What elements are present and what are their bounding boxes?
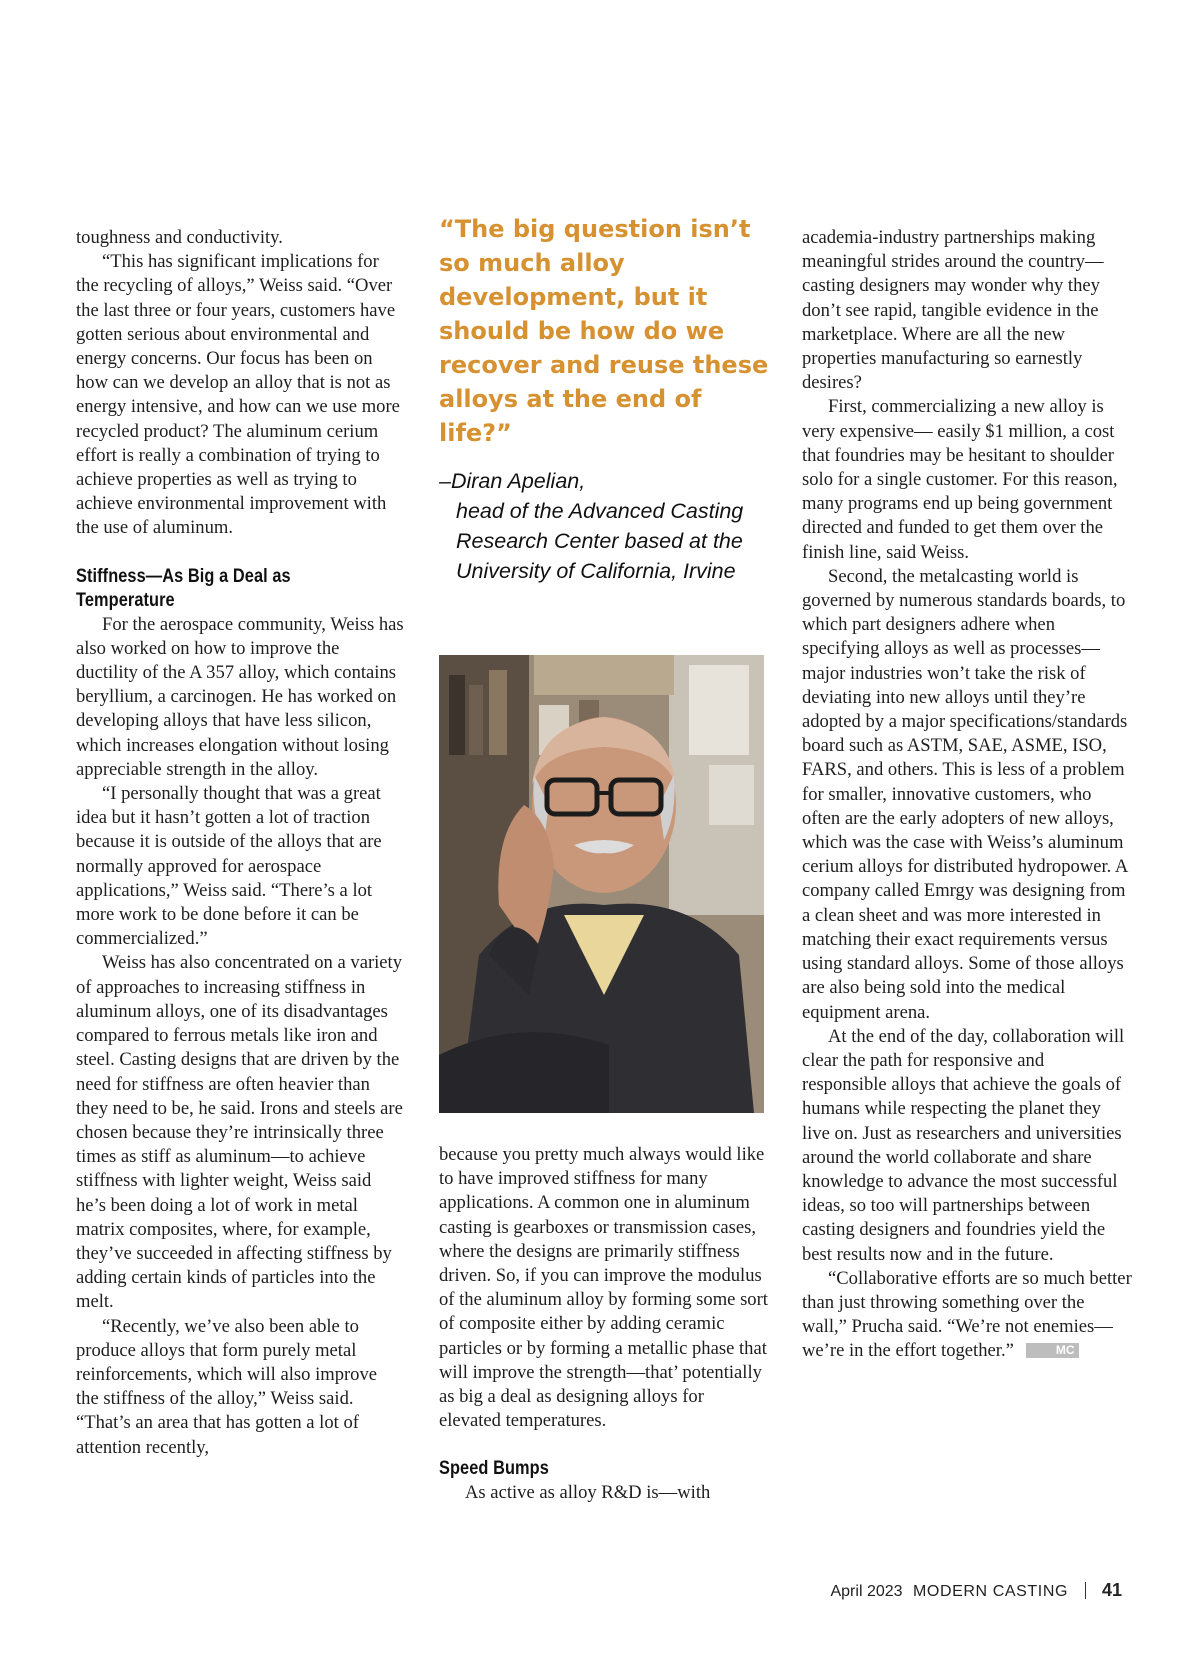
- portrait-illustration: [439, 655, 764, 1113]
- paragraph: [802, 1267, 1132, 1364]
- paragraph: toughness and conductivity.: [76, 227, 283, 248]
- pull-quote-attribution: [439, 466, 779, 586]
- column-2: [439, 1143, 769, 1506]
- paragraph: because you pretty much always would like to have improved stiffness for many applications. A common one in aluminum casting is gearboxes or transmission cases, where the designs are primarily stiffness driven. So, if you can improve the modulus of the aluminum alloy by forming some sort of composite either by adding ceramic particles or by forming a metallic phase that will improve the strength—that’ potentially as big a deal as designing alloys for elevated temperatures.: [439, 1144, 768, 1432]
- section-subhead: Speed Bumps: [439, 1458, 549, 1480]
- footer-divider: [1085, 1582, 1086, 1599]
- pull-quote: “The big question isn’t so much alloy development, but it should be how do we recover and reuse these alloys at the end of life?”: [439, 215, 769, 447]
- column-3: [802, 226, 1132, 1364]
- portrait-photo: [439, 655, 764, 1113]
- paragraph: As active as alloy R&D is—with: [465, 1482, 711, 1504]
- paragraph: First, commercializing a new alloy is very expensive— easily $1 million, a cost that foundries may be hesitant to shoulder solo for a single customer. For this reason, many programs end up being government directed and funded to get them over the finish line, said Weiss.: [802, 396, 1118, 563]
- paragraph: For the aerospace community, Weiss has also worked on how to improve the ductility of the A 357 alloy, which contains beryllium, a carcinogen. He has worked on developing alloys that have less silicon, which increases elongation without losing appreciable strength in the alloy.: [76, 613, 404, 780]
- section-subhead: Stiffness—As Big a Deal as Temperature: [76, 565, 291, 611]
- attribution-title: head of the Advanced Casting Research Center based at the University of California, Irvine: [456, 499, 744, 583]
- paragraph: Second, the metalcasting world is governed by numerous standards boards, to which part designers adhere when specifying alloys as well as processes—major industries won’t take the risk of deviating into new alloys until they’re adopted by a major specifications/standards board such as ASTM, SAE, ASME, ISO, FARS, and others. This is less of a problem for smaller, innovative customers, who often are the early adopters of new alloys, which was the case with Weiss’s aluminum cerium alloys for distributed hydropower. A company called Emrgy was designing from a clean sheet and was more interested in matching their exact requirements versus using standard alloys. Some of those alloys are also being sold into the medical equipment arena.: [802, 565, 1128, 1023]
- issue-date: April 2023: [830, 1583, 903, 1600]
- end-mark-logo: MC: [1026, 1343, 1079, 1358]
- paragraph: Weiss has also concentrated on a variety of approaches to increasing stiffness in aluminum alloys, one of its disadvantages compared to ferrous metals like iron and steel. Casting designs that are driven by the need for stiffness are often heavier than they need to be, he said. Irons and steels are chosen because they’re intrinsically three times as stiff as aluminum—to achieve stiffness with lighter weight, Weiss said he’s been doing a lot of work in metal matrix composites, where, for example, they’ve succeeded in affecting stiffness by adding certain kinds of particles into the melt.: [76, 952, 403, 1313]
- paragraph: At the end of the day, collaboration will clear the path for responsive and responsible alloys that achieve the goals of humans while respecting the planet they live on. Just as researchers and universities around the world collaborate and share knowledge to advance the most successful ideas, so too will partnerships between casting designers and foundries yield the best results now and in the future.: [802, 1025, 1125, 1265]
- magazine-name: MODERN CASTING: [912, 1583, 1069, 1600]
- closing-quote-text: “Collaborative efforts are so much better than just throwing something over the wall,” Prucha said. “We’re not enemies––we’re in the effort together.”: [802, 1267, 1132, 1362]
- page-footer: [830, 1580, 1122, 1601]
- paragraph: “I personally thought that was a great idea but it hasn’t gotten a lot of traction because it is outside of the alloys that are normally approved for aerospace applications,” Weiss said. “There’s a lot more work to be done before it can be commercialized.”: [76, 783, 382, 950]
- page-number: 41: [1101, 1580, 1122, 1600]
- paragraph: “This has significant implications for the recycling of alloys,” Weiss said. “Over the last three or four years, customers have gotten serious about environmental and energy concerns. Our focus has been on how can we develop an alloy that is not as energy intensive, and how can we use more recycled product? The aluminum cerium effort is really a combination of trying to achieve properties as well as trying to achieve environmental improvement with the use of aluminum.: [76, 251, 400, 539]
- paragraph: “Recently, we’ve also been able to produce alloys that form purely metal reinforcements, which will also improve the stiffness of the alloy,” Weiss said. “That’s an area that has gotten a lot of attention recently,: [76, 1315, 378, 1458]
- attribution-name: –Diran Apelian,: [439, 469, 586, 493]
- paragraph: academia-industry partnerships making meaningful strides around the country—casting designers may wonder why they don’t see rapid, tangible evidence in the marketplace. Where are all the new properties manufacturing so earnestly desires?: [802, 227, 1104, 394]
- column-1: [76, 226, 404, 1460]
